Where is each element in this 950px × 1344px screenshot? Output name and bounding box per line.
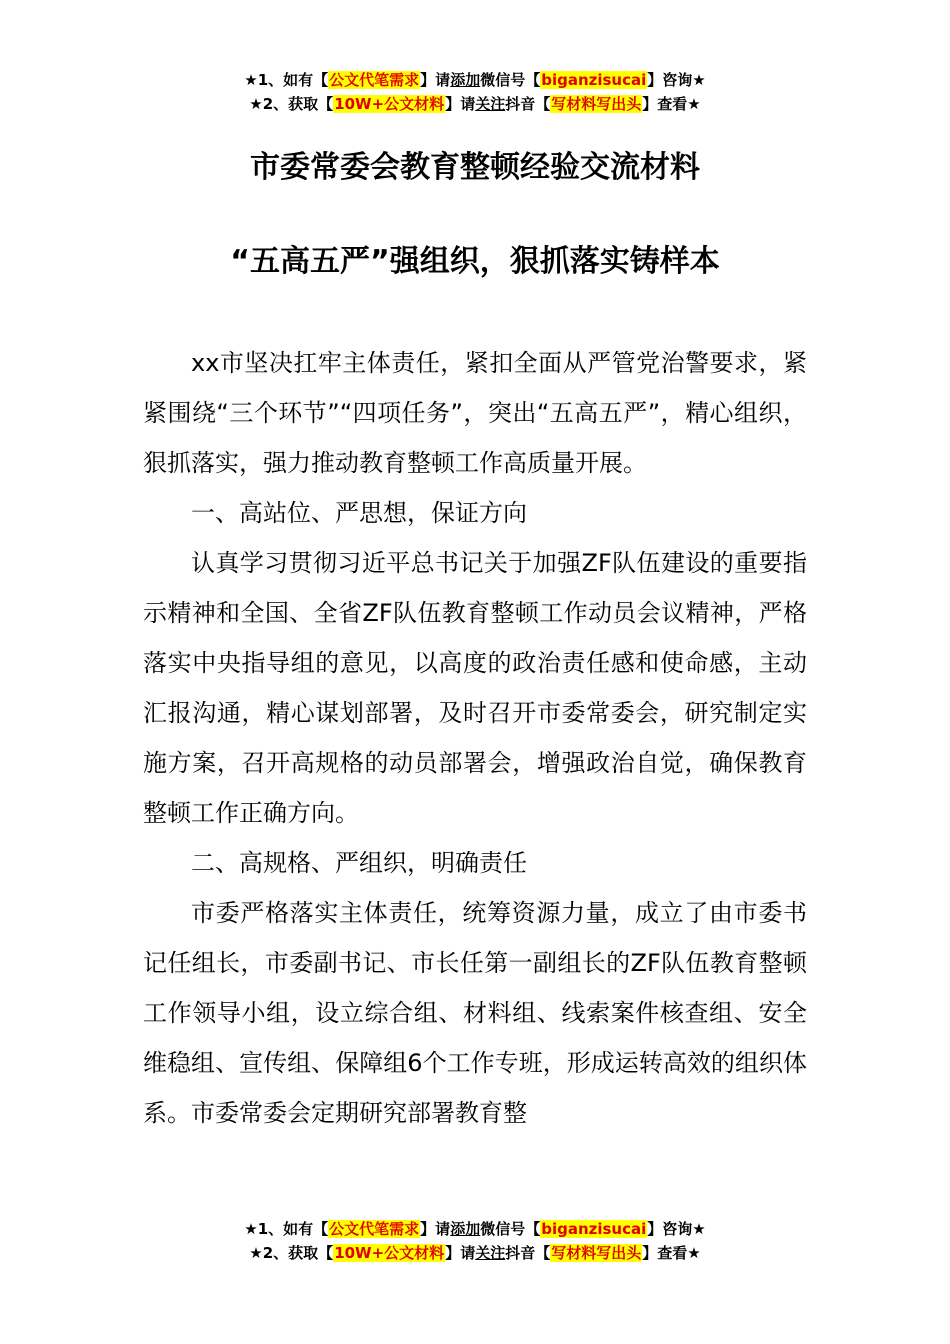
banner-line-1: ★1、如有【公文代笔需求】请添加微信号【biganzisucai】咨询★ — [244, 1220, 706, 1238]
banner-highlight: biganzisucai — [541, 1220, 647, 1238]
document-title: 市委常委会教育整顿经验交流材料 — [250, 150, 700, 185]
banner-highlight: 10W+公文材料 — [334, 1244, 445, 1262]
section-heading-2: 二、高规格、严组织，明确责任 — [191, 849, 527, 877]
top-banner — [0, 68, 950, 116]
banner-line-1: ★1、如有【公文代笔需求】请添加微信号【biganzisucai】咨询★ — [244, 71, 706, 89]
bottom-banner — [0, 1217, 950, 1265]
banner-line-2: ★2、获取【10W+公文材料】请关注抖音【写材料写出头】查看★ — [249, 1244, 701, 1262]
paragraph-section-2: 市委严格落实主体责任，统筹资源力量，成立了由市委书记任组长，市委副书记、市长任第一副组长的ZF队伍教育整顿工作领导小组，设立综合组、材料组、线索案件核查组、安全维稳组、宣传组、保障组6个工作专班，形成运转高效的组织体系。市委常委会定期研究部署教育整 — [143, 899, 807, 1127]
banner-highlight: 写材料写出头 — [551, 1244, 642, 1262]
banner-highlight: 公文代笔需求 — [329, 71, 420, 89]
banner-line-2: ★2、获取【10W+公文材料】请关注抖音【写材料写出头】查看★ — [249, 95, 701, 113]
banner-highlight: 写材料写出头 — [551, 95, 642, 113]
section-heading-1: 一、高站位、严思想，保证方向 — [191, 499, 527, 527]
paragraph-intro: xx市坚决扛牢主体责任，紧扣全面从严管党治警要求，紧紧围绕“三个环节”“四项任务”，突出“五高五严”，精心组织，狠抓落实，强力推动教育整顿工作高质量开展。 — [143, 349, 807, 477]
banner-highlight: biganzisucai — [541, 71, 647, 89]
paragraph-section-1: 认真学习贯彻习近平总书记关于加强ZF队伍建设的重要指示精神和全国、全省ZF队伍教育整顿工作动员会议精神，严格落实中央指导组的意见，以高度的政治责任感和使命感，主动汇报沟通，精心谋划部署，及时召开市委常委会，研究制定实施方案，召开高规格的动员部署会，增强政治自觉，确保教育整顿工作正确方向。 — [143, 549, 807, 827]
banner-highlight: 10W+公文材料 — [334, 95, 445, 113]
document-subtitle: “五高五严”强组织，狠抓落实铸样本 — [230, 244, 720, 279]
banner-highlight: 公文代笔需求 — [329, 1220, 420, 1238]
document-body — [143, 338, 807, 1138]
